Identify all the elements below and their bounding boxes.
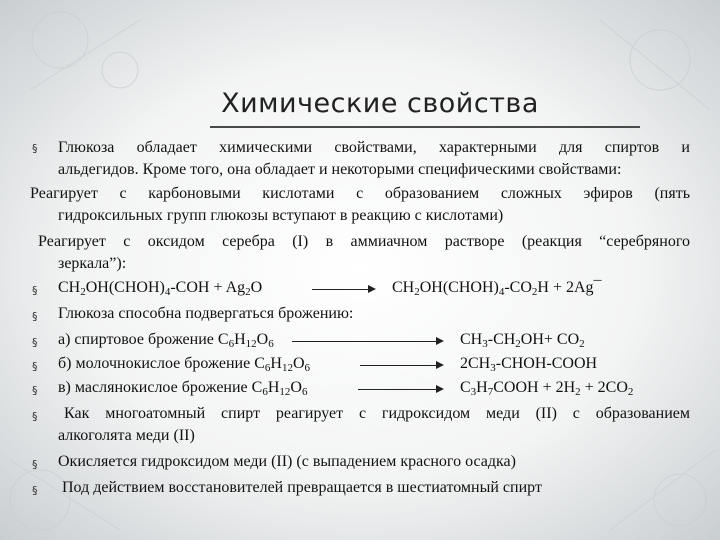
paragraph-1-line-1: Глюкоза обладает химическими свойствами, характерными для спиртов и (58, 139, 690, 156)
bullet-icon: § (32, 410, 38, 423)
paragraph-3-line-2: зеркала”): (58, 255, 127, 272)
butyric-fermentation: в) маслянокислое брожение $C_6H_{12}O_6$ (58, 379, 308, 398)
fermentation-heading: Глюкоза способна подвергаться брожению: (58, 305, 354, 322)
paragraph-2-line-1: Реагирует с карбоновыми кислотами с образованием сложных эфиров (пять (30, 185, 690, 202)
reaction-arrow-icon (360, 365, 442, 366)
reaction-arrow-icon (292, 341, 442, 342)
page-title: Химические свойства (221, 88, 539, 119)
title-area (150, 88, 610, 136)
paragraph-3-line-1: Реагирует с оксидом серебра (I) в аммиачном растворе (реакция “серебряного (38, 233, 690, 250)
paragraph-copper-line-1: Как многоатомный спирт реагирует с гидроксидом меди (II) с образованием (64, 405, 690, 422)
alcoholic-fermentation: а) спиртовое брожение $C_6H_{12}O_6$ (58, 331, 274, 350)
lactic-fermentation-products: $2CH_3-CHOH$-COOH (460, 355, 598, 374)
reaction-arrow-icon (358, 389, 442, 390)
lactic-fermentation: б) молочнокислое брожение $C_6H_{12}O_6$ (58, 355, 310, 374)
title-underline (210, 126, 640, 128)
bullet-icon: § (32, 142, 38, 155)
bullet-icon: § (32, 284, 38, 297)
reaction-arrow-icon (312, 289, 374, 290)
bullet-icon: § (32, 458, 38, 471)
bullet-icon: § (32, 336, 38, 349)
paragraph-1-line-2: альдегидов. Кроме того, она обладает и некоторыми специфическими свойствами: (58, 161, 622, 178)
silver-reaction-reactants: $CH_2OH(CHOH)_4$-COH + $Ag_2O$ (58, 279, 263, 298)
bullet-icon: § (32, 484, 38, 497)
bullet-icon: § (32, 384, 38, 397)
paragraph-copper-line-2: алкоголята меди (II) (58, 427, 195, 444)
reduction-line: Под действием восстановителей превращается в шестиатомный спирт (62, 479, 542, 496)
butyric-fermentation-products: $C_3H_7COOH + 2H_2 + 2CO_2$ (460, 379, 634, 398)
alcoholic-fermentation-products: $CH_3-CH_2OH+ CO_2$ (460, 331, 585, 350)
paragraph-2-line-2: гидроксильных групп глюкозы вступают в реакцию с кислотами) (58, 207, 504, 224)
silver-reaction-products: $CH_2OH(CHOH)_4-CO_2H$ + 2Ag¯ (392, 279, 602, 298)
bullet-icon: § (32, 360, 38, 373)
oxidation-line: Окисляется гидроксидом меди (II) (с выпадением красного осадка) (58, 453, 516, 470)
bullet-icon: § (32, 310, 38, 323)
